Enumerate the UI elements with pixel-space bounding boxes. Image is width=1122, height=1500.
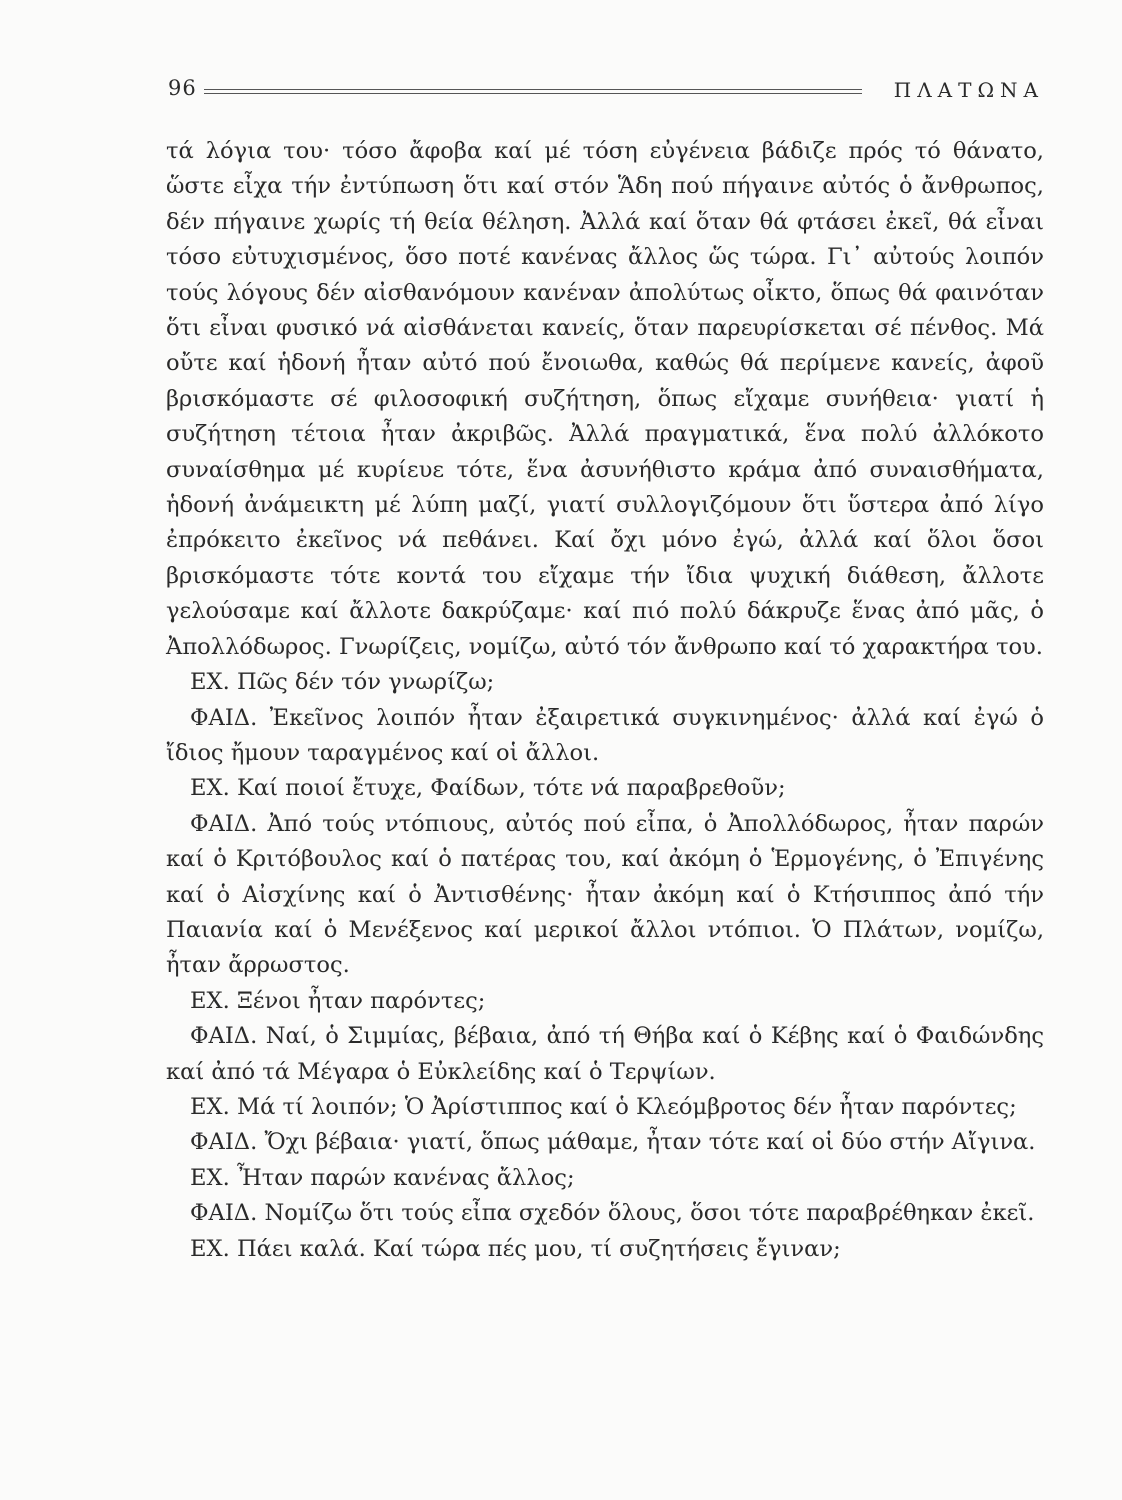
dialogue-line: ΕΧ. Μά τί λοιπόν; Ὁ Ἀρίστιππος καί ὁ Κλεόμβροτος δέν ἦταν παρόντες; <box>190 1093 1017 1120</box>
body-text <box>166 134 1044 1267</box>
dialogue-line: ΦΑΙΔ. Ἀπό τούς ντόπιους, αὐτός πού εἶπα, ὁ Ἀπολλόδωρος, ἦταν παρών καί ὁ Κριτόβουλος καί ὁ πατέρας του, καί ἀκόμη ὁ Ἑρμογένης, ὁ Ἐπιγένης καί ὁ Αἰσχίνης καί ὁ Ἀντισθένης· ἦταν ἀκόμη καί ὁ Κτήσιππος ἀπό τήν Παιανία καί ὁ Μενέξενος καί μερικοί ἄλλοι ντόπιοι. Ὁ Πλάτων, νομίζω, ἦταν ἄρρωστος. <box>166 810 1044 979</box>
dialogue-line: ΕΧ. Καί ποιοί ἔτυχε, Φαίδων, τότε νά παραβρεθοῦν; <box>190 775 786 802</box>
running-title: ΠΛΑΤΩΝΑ <box>893 78 1044 102</box>
paragraph-narrative: τά λόγια του· τόσο ἄφοβα καί μέ τόση εὐγένεια βάδιζε πρός τό θάνατο, ὥστε εἶχα τήν ἐντύπωση ὅτι καί στόν Ἅδη πού πήγαινε αὐτός ὁ ἄνθρωπος, δέν πήγαινε χωρίς τή θεία θέληση. Ἀλλά καί ὅταν θά φτάσει ἐκεῖ, θά εἶναι τόσο εὐτυχισμένος, ὅσο ποτέ κανένας ἄλλος ὥς τώρα. Γι᾽ αὐτούς λοιπόν τούς λόγους δέν αἰσθανόμουν κανέναν ἀπολύτως οἶκτο, ὅπως θά φαινόταν ὅτι εἶναι φυσικό νά αἰσθάνεται κανείς, ὅταν παρευρίσκεται σέ πένθος. Μά οὔτε καί ἡδονή ἦταν αὐτό πού ἔνοιωθα, καθώς θά περίμενε κανείς, ἀφοῦ βρισκόμαστε σέ φιλοσοφική συζήτηση, ὅπως εἴχαμε συνήθεια· γιατί ἡ συζήτηση τέτοια ἦταν ἀκριβῶς. Ἀλλά πραγματικά, ἕνα πολύ ἀλλόκοτο συναίσθημα μέ κυρίευε τότε, ἕνα ἀσυνήθιστο κράμα ἀπό συναισθήματα, ἡδονή ἀνάμεικτη μέ λύπη μαζί, γιατί συλλογιζόμουν ὅτι ὕστερα ἀπό λίγο ἐπρόκειτο ἐκεῖνος νά πεθάνει. Καί ὄχι μόνο ἐγώ, ἀλλά καί ὅλοι ὅσοι βρισκόμαστε τότε κοντά του εἴχαμε τήν ἴδια ψυχική διάθεση, ἄλλοτε γελούσαμε καί ἄλλοτε δακρύζαμε· καί πιό πολύ δάκρυζε ἕνας ἀπό μᾶς, ὁ Ἀπολλόδωρος. Γνωρίζεις, νομίζω, αὐτό τόν ἄνθρωπο καί τό χαρακτήρα του. <box>166 138 1044 660</box>
dialogue-line: ΕΧ. Ξένοι ἦταν παρόντες; <box>190 987 486 1014</box>
dialogue-line: ΦΑΙΔ. Νομίζω ὅτι τούς εἶπα σχεδόν ὅλους, ὅσοι τότε παραβρέθηκαν ἐκεῖ. <box>190 1200 1035 1227</box>
page-number: 96 <box>168 76 197 100</box>
dialogue-line: ΕΧ. Ἦταν παρών κανένας ἄλλος; <box>190 1164 575 1191</box>
dialogue-line: ΦΑΙΔ. Ὄχι βέβαια· γιατί, ὅπως μάθαμε, ἦταν τότε καί οἱ δύο στήν Αἴγινα. <box>190 1129 1036 1156</box>
page-header <box>168 76 1044 112</box>
header-rule <box>204 89 862 94</box>
dialogue-line: ΕΧ. Πάει καλά. Καί τώρα πές μου, τί συζητήσεις ἔγιναν; <box>190 1235 841 1262</box>
dialogue-line: ΦΑΙΔ. Ναί, ὁ Σιμμίας, βέβαια, ἀπό τή Θήβα καί ὁ Κέβης καί ὁ Φαιδώνδης καί ἀπό τά Μέγαρα ὁ Εὐκλείδης καί ὁ Τερψίων. <box>166 1023 1044 1085</box>
dialogue-line: ΕΧ. Πῶς δέν τόν γνωρίζω; <box>190 669 495 696</box>
dialogue-line: ΦΑΙΔ. Ἐκεῖνος λοιπόν ἦταν ἐξαιρετικά συγκινημένος· ἀλλά καί ἐγώ ὁ ἴδιος ἤμουν ταραγμένος καί οἱ ἄλλοι. <box>166 704 1044 766</box>
